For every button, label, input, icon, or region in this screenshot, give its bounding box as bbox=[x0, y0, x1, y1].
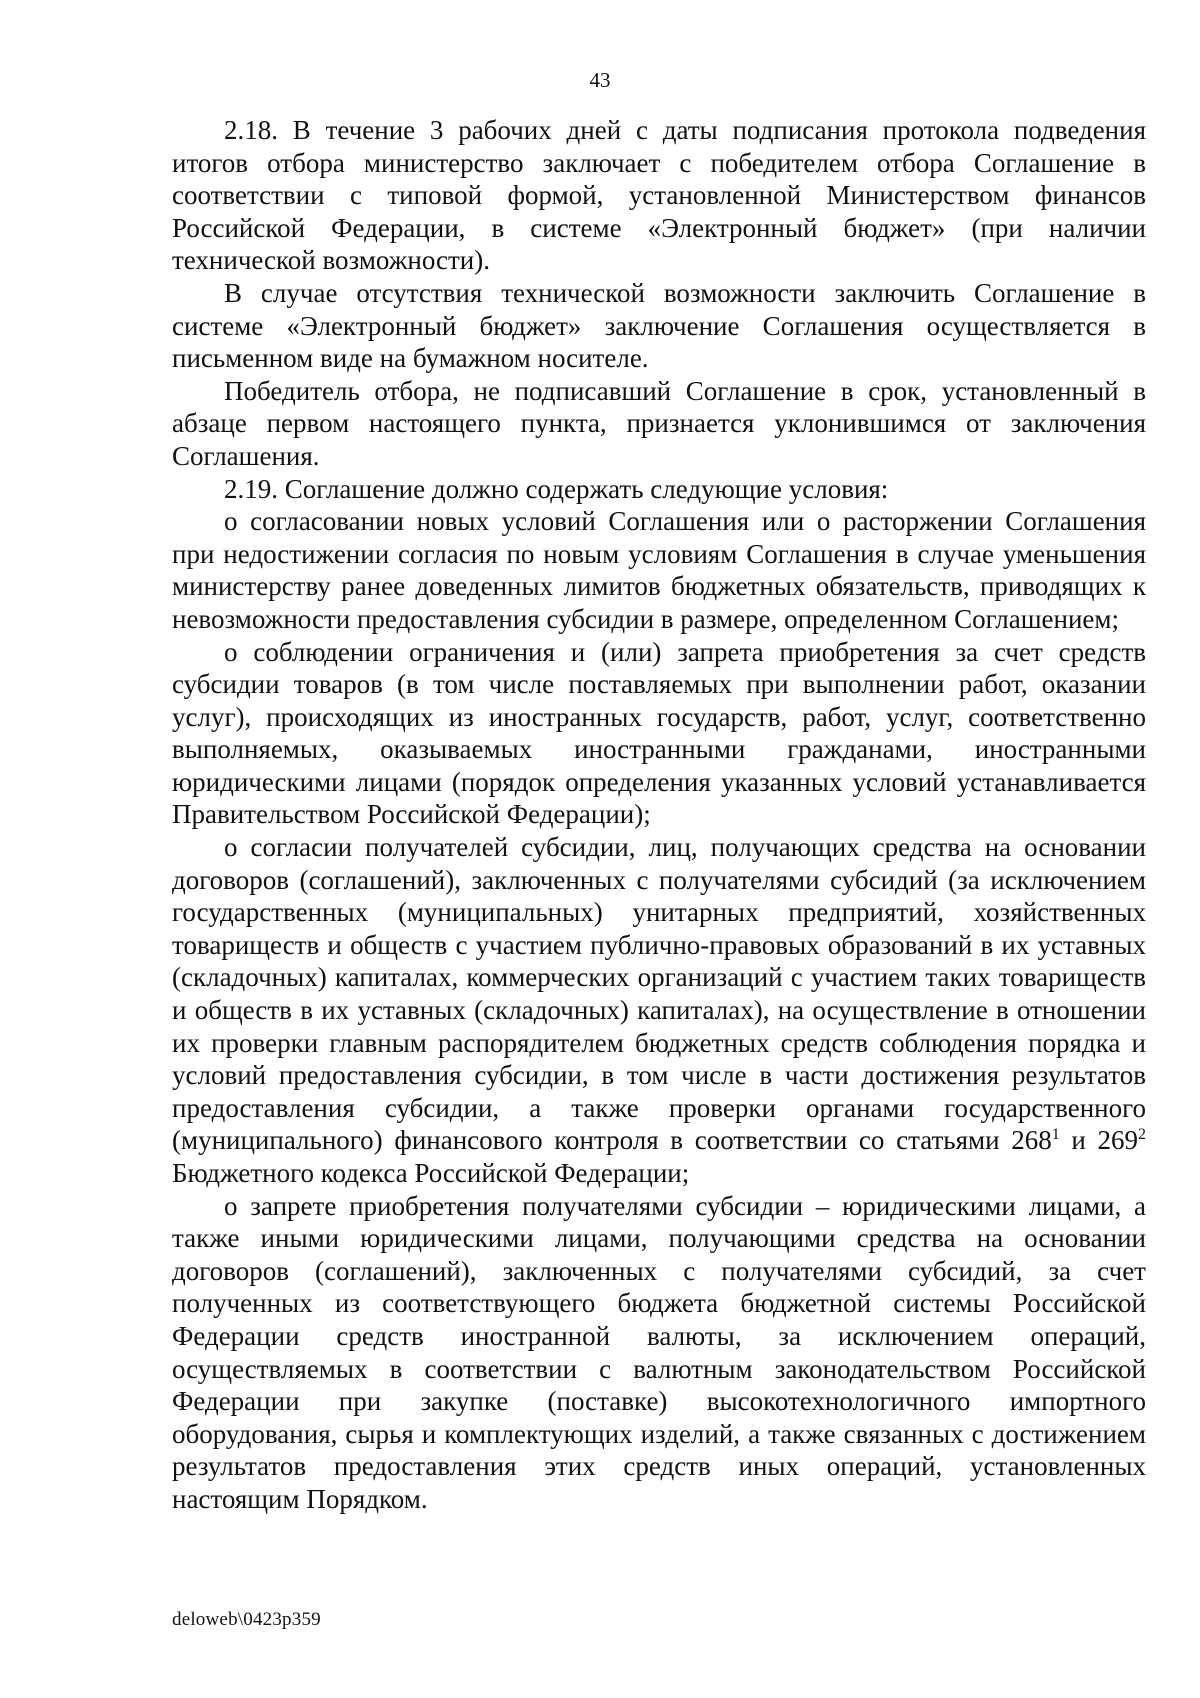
paragraph-condition-consent-audit bbox=[172, 831, 1146, 1190]
consent-audit-text-part3: Бюджетного кодекса Российской Федерации; bbox=[172, 1158, 690, 1188]
document-body bbox=[172, 114, 1146, 1516]
footer-document-reference: deloweb\0423p359 bbox=[172, 1609, 321, 1630]
consent-audit-text-part1: о согласии получателей субсидии, лиц, получающих средства на основании договоров (соглашений), заключенных с получателями субсидий (за исключением государственных (муниципальных) унитарных предприятий, хозяйственных товариществ и обществ с участием публично-правовых образований в их уставных (складочных) капиталах, коммерческих организаций с участием таких товариществ и обществ в их уставных (складочных) капиталах), на осуществление в отношении их проверки главным распорядителем бюджетных средств соблюдения порядка и условий предоставления субсидии, в том числе в части достижения результатов предоставления субсидии, а также проверки органами государственного (муниципального) финансового контроля в соответствии со статьями 268 bbox=[172, 832, 1146, 1156]
paragraph-condition-new-terms: о согласовании новых условий Соглашения или о расторжении Соглашения при недостижении согласия по новым условиям Соглашения в случае уменьшения министерству ранее доведенных лимитов бюджетных обязательств, приводящих к невозможности предоставления субсидии в размере, определенном Соглашением; bbox=[172, 506, 1146, 634]
paragraph-no-tech-possibility: В случае отсутствия технической возможности заключить Соглашение в системе «Электронный бюджет» заключение Соглашения осуществляется в письменном виде на бумажном носителе. bbox=[172, 277, 1146, 374]
paragraph-winner-evading: Победитель отбора, не подписавший Соглашение в срок, установленный в абзаце первом настоящего пункта, признается уклонившимся от заключения Соглашения. bbox=[172, 375, 1146, 471]
paragraph-condition-currency-ban: о запрете приобретения получателями субсидии – юридическими лицами, а также иными юридическими лицами, получающими средства на основании договоров (соглашений), заключенных с получателями субсидий, за счет полученных из соответствующего бюджета бюджетной системы Российской Федерации средств иностранной валюты, за исключением операций, осуществляемых в соответствии с валютным законодательством Российской Федерации при закупке (поставке) высокотехнологичного импортного оборудования, сырья и комплектующих изделий, а также связанных с достижением результатов предоставления этих средств иных операций, установленных настоящим Порядком. bbox=[172, 1190, 1146, 1514]
consent-audit-text-part2: и 269 bbox=[1059, 1125, 1138, 1156]
paragraph-condition-purchase-restriction: о соблюдении ограничения и (или) запрета приобретения за счет средств субсидии товаров (в том числе поставляемых при выполнении работ, оказании услуг), происходящих из иностранных государств, работ, услуг, соответственно выполняемых, оказываемых иностранными гражданами, иностранными юридическими лицами (порядок определения указанных условий устанавливается Правительством Российской Федерации); bbox=[172, 636, 1146, 830]
paragraph-2-18: 2.18. В течение 3 рабочих дней с даты подписания протокола подведения итогов отбора министерство заключает с победителем отбора Соглашение в соответствии с типовой формой, установленной Министерством финансов Российской Федерации, в системе «Электронный бюджет» (при наличии технической возможности). bbox=[172, 115, 1146, 276]
superscript-2: 2 bbox=[1138, 1126, 1146, 1144]
page-number: 43 bbox=[589, 68, 611, 92]
superscript-1: 1 bbox=[1051, 1126, 1060, 1144]
paragraph-2-19: 2.19. Соглашение должно содержать следующие условия: bbox=[224, 473, 889, 504]
